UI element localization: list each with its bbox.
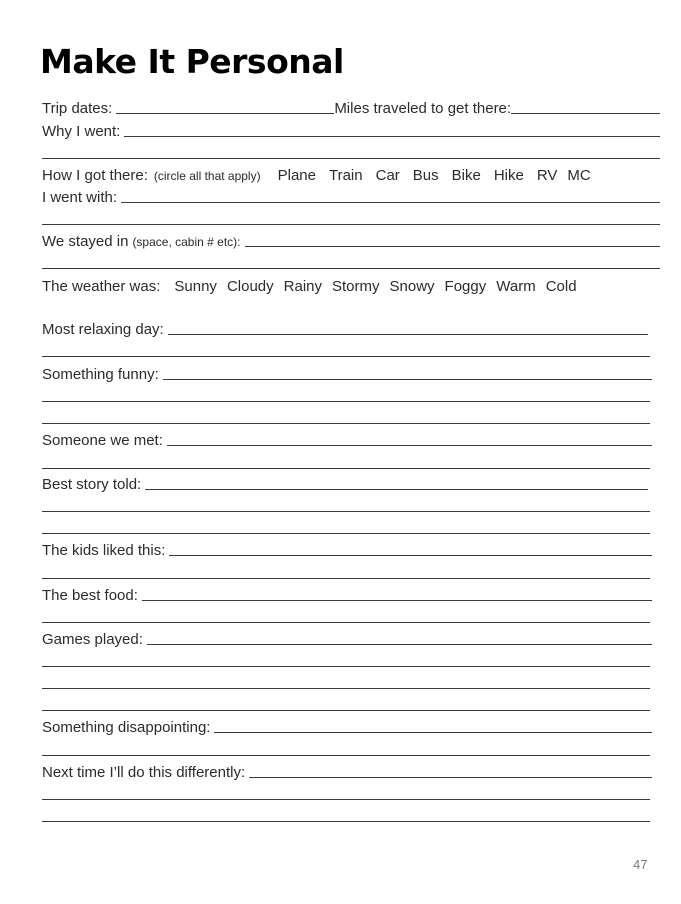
went-with-row [42,185,660,207]
blank-line[interactable] [42,401,650,402]
option-hike[interactable]: Hike [493,167,524,184]
relaxing-label: Most relaxing day: [42,321,164,338]
kids-row-extra [42,561,650,583]
games-row-extra-2 [42,671,650,693]
stayed-note: (space, cabin # etc): [132,235,241,249]
funny-label: Something funny: [42,366,159,383]
disappointing-label: Something disappointing: [42,719,211,736]
option-cold[interactable]: Cold [545,278,577,295]
games-blank[interactable] [147,644,652,645]
transport-note: (circle all that apply) [153,169,261,183]
miles-blank[interactable] [511,113,660,114]
story-blank[interactable] [145,489,648,490]
funny-row-extra-2 [42,406,650,428]
disappointing-row [42,715,652,737]
met-label: Someone we met: [42,432,163,449]
blank-line[interactable] [42,755,650,756]
stayed-label: We stayed in [42,233,129,250]
blank-line[interactable] [42,356,650,357]
story-row-extra-1 [42,494,650,516]
why-blank[interactable] [124,136,660,137]
option-rv[interactable]: RV [536,167,558,184]
funny-blank[interactable] [163,379,652,380]
kids-row [42,538,652,560]
option-foggy[interactable]: Foggy [444,278,487,295]
option-cloudy[interactable]: Cloudy [226,278,274,295]
stayed-blank[interactable] [245,246,661,247]
why-label: Why I went: [42,123,121,140]
weather-options [164,278,576,296]
disappointing-row-extra [42,738,650,760]
blank-line[interactable] [42,666,650,667]
stayed-row-extra [42,251,660,273]
met-blank[interactable] [167,445,652,446]
trip-dates-row [42,96,660,118]
page-title: Make It Personal [40,42,344,81]
transport-options [265,167,591,185]
funny-row [42,362,652,384]
games-label: Games played: [42,631,143,648]
food-row [42,583,652,605]
disappointing-blank[interactable] [214,732,652,733]
met-row [42,428,652,450]
blank-line[interactable] [42,533,650,534]
transport-label: How I got there: [42,167,148,184]
why-row [42,119,660,141]
went-with-row-extra [42,207,660,229]
blank-line[interactable] [42,224,660,225]
next-time-row-extra-1 [42,782,650,804]
relaxing-row [42,317,648,339]
blank-line[interactable] [42,688,650,689]
option-snowy[interactable]: Snowy [389,278,435,295]
option-bike[interactable]: Bike [451,167,481,184]
funny-row-extra-1 [42,384,650,406]
option-rainy[interactable]: Rainy [283,278,322,295]
trip-dates-blank[interactable] [116,113,334,114]
blank-line[interactable] [42,423,650,424]
blank-line[interactable] [42,821,650,822]
option-warm[interactable]: Warm [496,278,536,295]
kids-blank[interactable] [169,555,652,556]
why-row-extra [42,141,660,163]
next-time-blank[interactable] [249,777,652,778]
blank-line[interactable] [42,578,650,579]
blank-line[interactable] [42,710,650,711]
food-label: The best food: [42,587,138,604]
blank-line[interactable] [42,468,650,469]
blank-line[interactable] [42,799,650,800]
weather-label: The weather was: [42,278,161,295]
blank-line[interactable] [42,511,650,512]
miles-label: Miles traveled to get there: [334,100,512,117]
games-row-extra-3 [42,693,650,715]
option-plane[interactable]: Plane [277,167,316,184]
went-with-label: I went with: [42,189,118,206]
option-bus[interactable]: Bus [412,167,439,184]
transport-row [42,163,660,185]
stayed-row [42,229,660,251]
kids-label: The kids liked this: [42,542,166,559]
option-mc[interactable]: MC [567,167,591,184]
relaxing-row-extra [42,339,650,361]
story-row [42,472,648,494]
blank-line[interactable] [42,622,650,623]
option-train[interactable]: Train [328,167,363,184]
option-car[interactable]: Car [375,167,400,184]
went-with-blank[interactable] [121,202,660,203]
blank-line[interactable] [42,158,660,159]
blank-line[interactable] [42,268,660,269]
story-label: Best story told: [42,476,142,493]
next-time-row-extra-2 [42,804,650,826]
met-row-extra [42,451,650,473]
story-row-extra-2 [42,516,650,538]
games-row-extra-1 [42,649,650,671]
trip-dates-label: Trip dates: [42,100,113,117]
next-time-label: Next time I’ll do this differently: [42,764,246,781]
page-number: 47 [633,857,648,872]
relaxing-blank[interactable] [168,334,648,335]
option-stormy[interactable]: Stormy [332,278,380,295]
weather-row [42,274,660,296]
food-row-extra [42,605,650,627]
option-sunny[interactable]: Sunny [174,278,217,295]
food-blank[interactable] [142,600,652,601]
games-row [42,627,652,649]
next-time-row [42,760,652,782]
